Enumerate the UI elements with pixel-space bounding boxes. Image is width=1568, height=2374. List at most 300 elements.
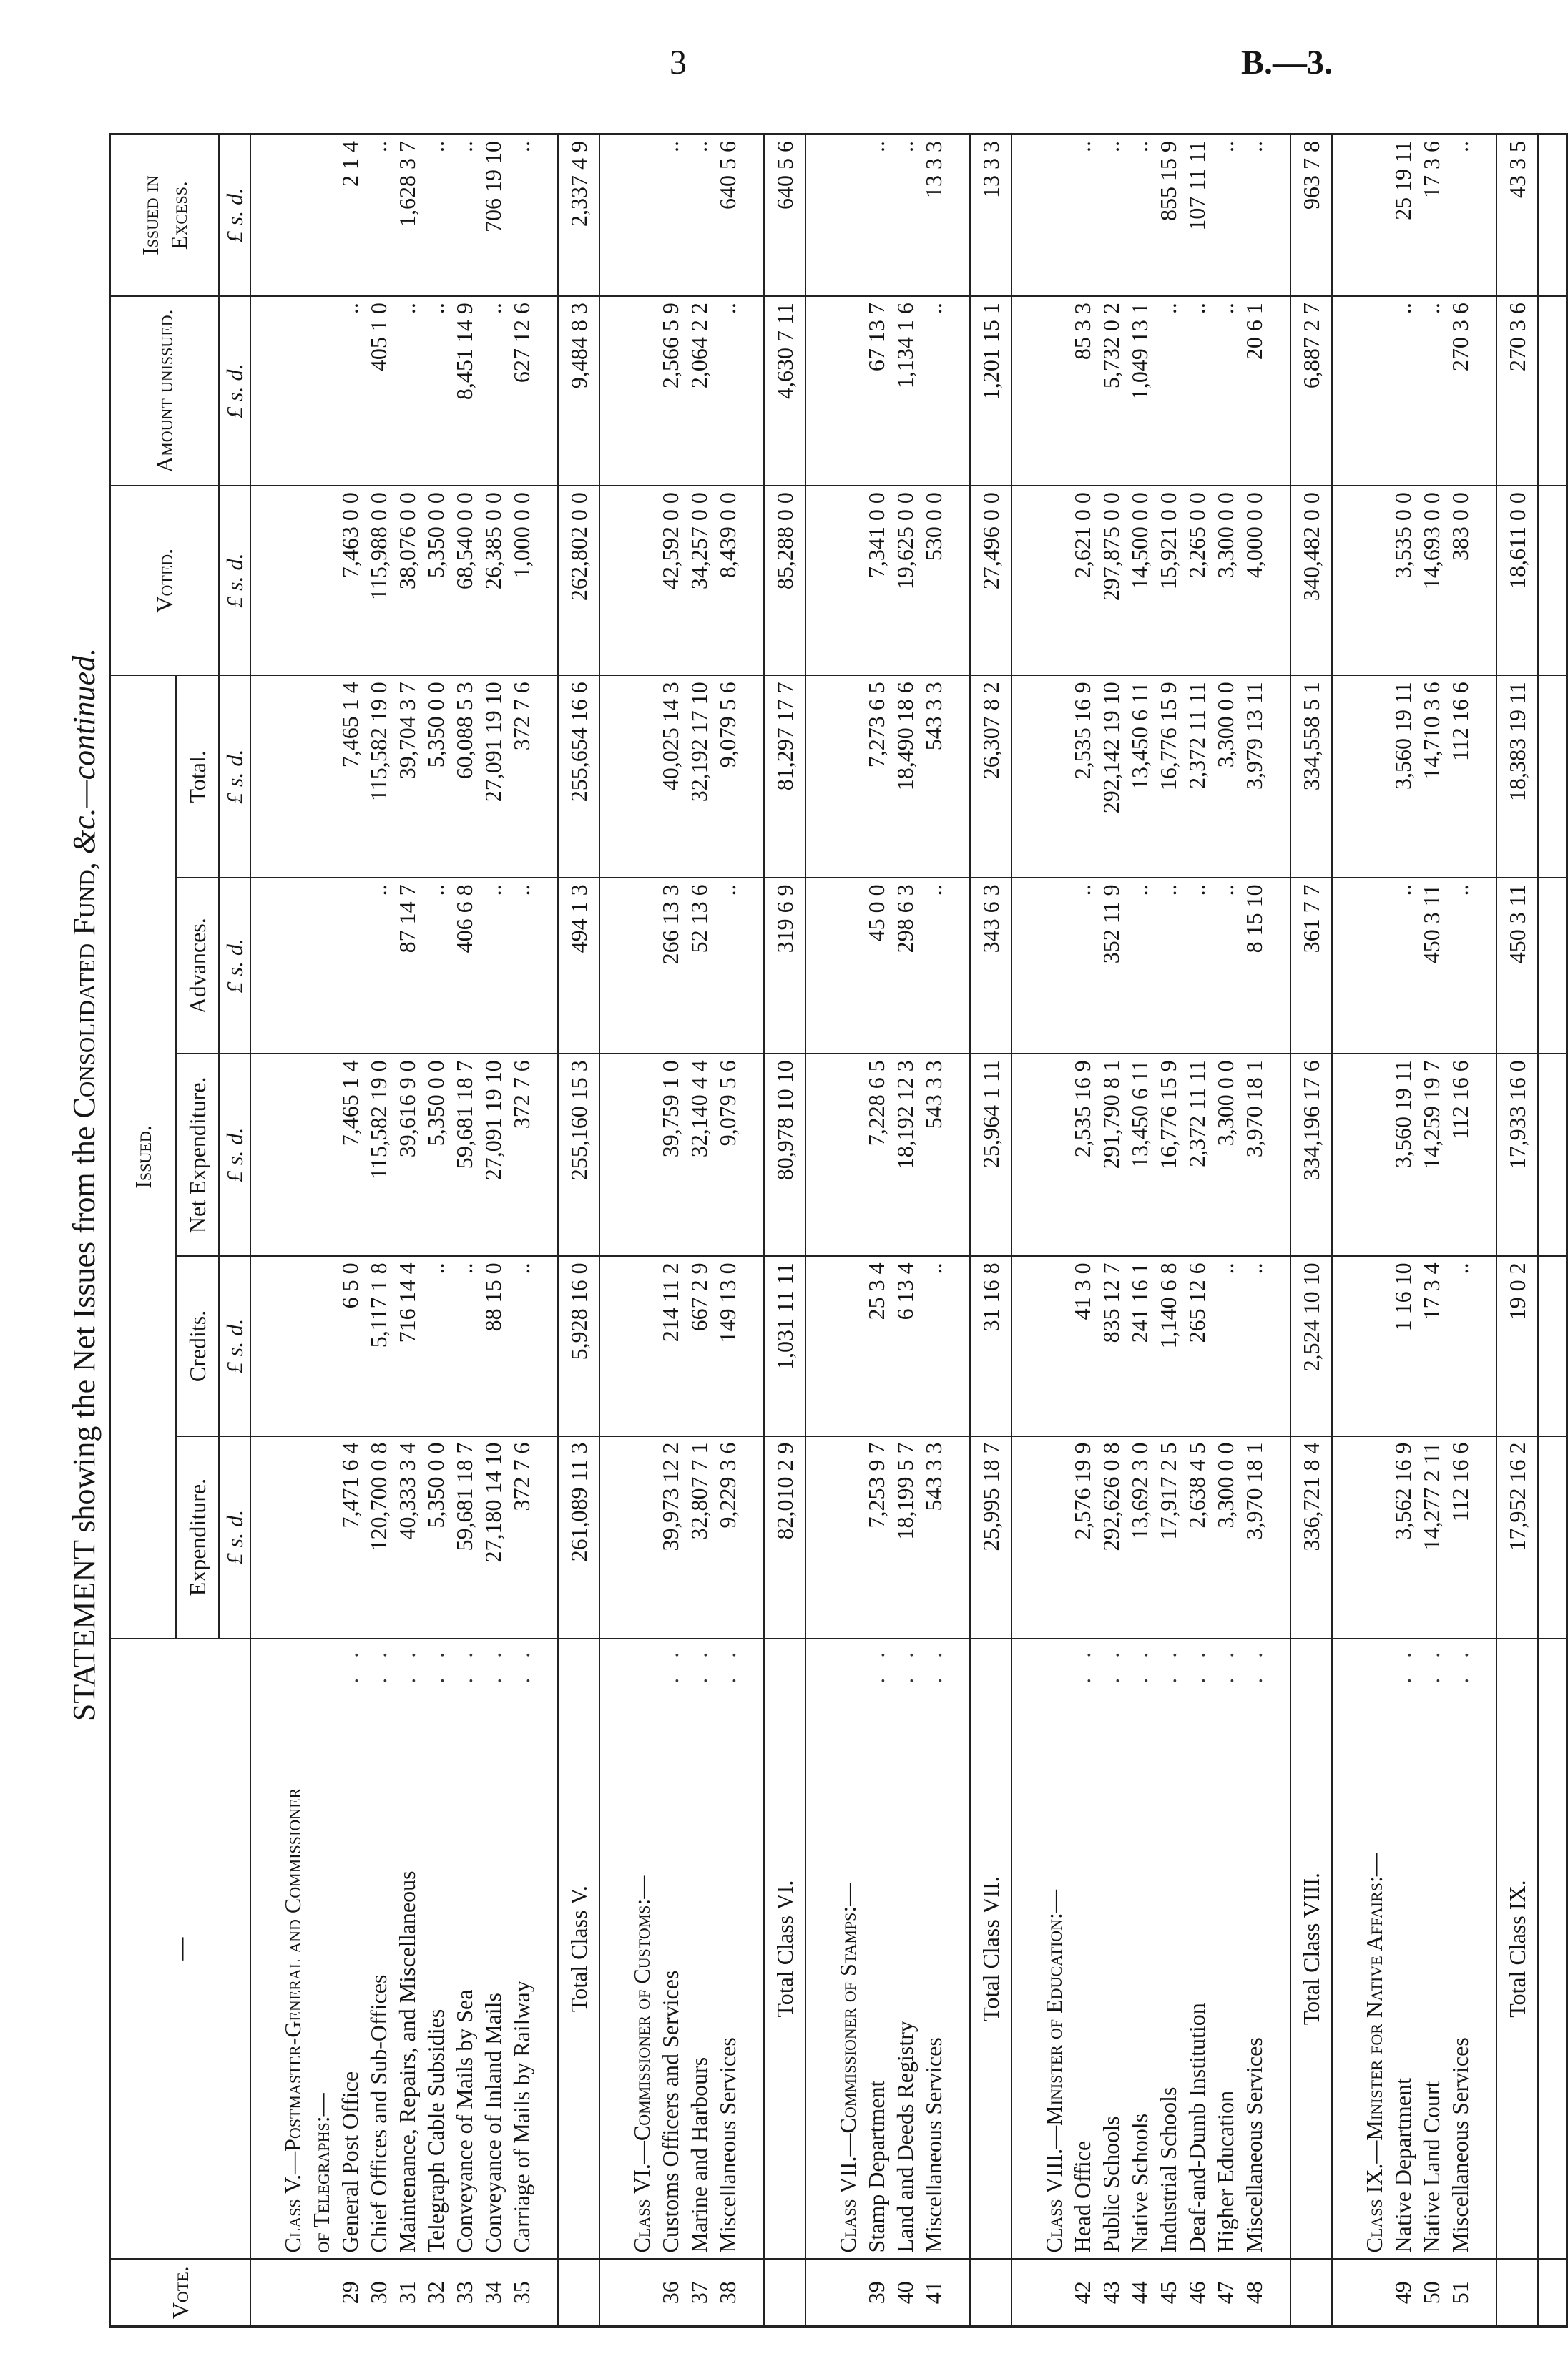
empty-cell bbox=[627, 1256, 656, 1436]
leader-dots: . . bbox=[480, 1644, 506, 1684]
empty-cell bbox=[278, 878, 307, 1054]
spacer-row bbox=[1268, 134, 1290, 2327]
amount-cell-cred: 41 3 0 bbox=[1068, 1256, 1097, 1436]
class-total-row bbox=[1290, 134, 1332, 2327]
spacer-cell bbox=[1332, 2259, 1360, 2326]
spacer-cell bbox=[805, 1054, 833, 1256]
amount-cell-net: 7,228 6 5 bbox=[862, 1054, 891, 1256]
amount-cell-voted: 15,921 0 0 bbox=[1154, 486, 1182, 675]
total-cell-net: 17,933 16 0 bbox=[1496, 1054, 1538, 1256]
empty-cell bbox=[627, 296, 656, 486]
total-cell-adv: 343 6 3 bbox=[970, 878, 1011, 1054]
total-cell-net: 334,196 17 6 bbox=[1290, 1054, 1332, 1256]
amount-cell-net: 112 16 6 bbox=[1446, 1054, 1474, 1256]
spacer-cell bbox=[1011, 486, 1039, 675]
spacer-cell bbox=[1268, 1054, 1290, 1256]
amount-cell-exp: 39,973 12 2 bbox=[656, 1436, 685, 1639]
table-row bbox=[1388, 134, 1417, 2327]
amount-cell-cred: 265 12 6 bbox=[1182, 1256, 1211, 1436]
class-heading-text: Class VIII.—Minister of Education:— bbox=[1041, 1890, 1067, 2253]
total-cell-exp: 17,952 16 2 bbox=[1496, 1436, 1538, 1639]
empty-cell bbox=[627, 1054, 656, 1256]
spacer-cell bbox=[1474, 1054, 1496, 1256]
spacer-cell bbox=[1011, 1639, 1039, 2260]
spacer-cell bbox=[536, 486, 558, 675]
amount-cell-adv: .. bbox=[1182, 878, 1211, 1054]
amount-unissued-column-header: Amount unissued. bbox=[110, 296, 220, 486]
description-text: Native Department bbox=[1390, 2078, 1416, 2253]
spacer-cell bbox=[599, 296, 627, 486]
spacer-cell bbox=[805, 878, 833, 1054]
empty-cell bbox=[833, 675, 862, 878]
total-cell-adv: 494 1 3 bbox=[558, 878, 599, 1054]
amount-cell-voted: 26,385 0 0 bbox=[479, 486, 507, 675]
spacer-cell bbox=[742, 1054, 764, 1256]
amount-cell-exp: 17,917 2 5 bbox=[1154, 1436, 1182, 1639]
amount-cell-net: 2,535 16 9 bbox=[1068, 1054, 1097, 1256]
amount-cell-cred: .. bbox=[919, 1256, 948, 1436]
class-heading bbox=[833, 1639, 862, 2260]
class-heading-text: Class VI.—Commissioner of Customs:— bbox=[629, 1875, 655, 2253]
spacer-cell bbox=[1268, 878, 1290, 1054]
empty-cell bbox=[1360, 486, 1388, 675]
amount-cell-cred: 241 16 1 bbox=[1125, 1256, 1154, 1436]
spacer-row bbox=[948, 134, 970, 2327]
amount-cell-tot: 3,979 13 11 bbox=[1240, 675, 1268, 878]
vote-description bbox=[1417, 1639, 1446, 2260]
spacer-cell bbox=[805, 675, 833, 878]
amount-cell-net: 13,450 6 11 bbox=[1125, 1054, 1154, 1256]
vote-description bbox=[1388, 1639, 1417, 2260]
amount-cell-tot: 18,490 18 6 bbox=[891, 675, 919, 878]
amount-cell-exp: 3,300 0 0 bbox=[1211, 1436, 1240, 1639]
total-cell-exc: 963 7 8 bbox=[1290, 134, 1332, 297]
total-cell-adv: 450 3 11 bbox=[1496, 878, 1538, 1054]
class-total-label: Total Class VI. bbox=[764, 1639, 805, 2260]
amount-cell-tot: 5,350 0 0 bbox=[421, 675, 450, 878]
class-heading bbox=[1039, 1639, 1068, 2260]
amount-cell-unis: .. bbox=[1211, 296, 1240, 486]
amount-cell-cred: 5,117 1 8 bbox=[364, 1256, 393, 1436]
description-text: Miscellaneous Services bbox=[921, 2037, 946, 2253]
leader-dots: . . bbox=[1447, 1644, 1473, 1684]
amount-cell-cred: 6 13 4 bbox=[891, 1256, 919, 1436]
vote-cell bbox=[1496, 2259, 1538, 2326]
empty-cell bbox=[1039, 486, 1068, 675]
vote-number: 50 bbox=[1417, 2259, 1446, 2326]
amount-cell-tot: 292,142 19 10 bbox=[1097, 675, 1125, 878]
amount-cell-tot: 27,091 19 10 bbox=[479, 675, 507, 878]
amount-cell-exc: 17 3 6 bbox=[1417, 134, 1446, 297]
class-total-row bbox=[764, 134, 805, 2327]
spacer-cell bbox=[742, 878, 764, 1054]
description-text: Industrial Schools bbox=[1155, 2086, 1181, 2253]
leader-dots: . . bbox=[366, 1644, 391, 1684]
amount-cell-adv: .. bbox=[713, 878, 742, 1054]
total-cell-adv: 361 7 7 bbox=[1290, 878, 1332, 1054]
amount-cell-adv: .. bbox=[421, 878, 450, 1054]
credits-column-header: Credits. bbox=[176, 1256, 219, 1436]
table-row bbox=[1097, 134, 1125, 2327]
amount-cell-net: 27,091 19 10 bbox=[479, 1054, 507, 1256]
amount-cell-unis: 627 12 6 bbox=[507, 296, 536, 486]
unit-header: £ s. d. bbox=[219, 1436, 250, 1639]
amount-cell-adv bbox=[335, 878, 364, 1054]
amount-cell-exc: 640 5 6 bbox=[713, 134, 742, 297]
total-cell-exp: 336,721 8 4 bbox=[1290, 1436, 1332, 1639]
vote-number: 34 bbox=[479, 2259, 507, 2326]
spacer-row bbox=[742, 134, 764, 2327]
spacer-cell bbox=[599, 1639, 627, 2260]
class-heading bbox=[307, 1639, 335, 2260]
unit-header: £ s. d. bbox=[219, 878, 250, 1054]
description-text: Customs Officers and Services bbox=[657, 1970, 683, 2253]
vote-number: 29 bbox=[335, 2259, 364, 2326]
table-row bbox=[1068, 134, 1097, 2327]
empty-cell bbox=[307, 1256, 335, 1436]
class-heading-row bbox=[833, 134, 862, 2327]
spacer-cell bbox=[805, 1639, 833, 2260]
spacer-cell bbox=[1268, 1256, 1290, 1436]
total-cell-tot: 255,654 16 6 bbox=[558, 675, 599, 878]
spacer-row bbox=[1332, 134, 1360, 2327]
amount-cell-voted: 7,341 0 0 bbox=[862, 486, 891, 675]
amount-cell-tot: 543 3 3 bbox=[919, 675, 948, 878]
total-cell-exp: 25,995 18 7 bbox=[970, 1436, 1011, 1639]
vote-description bbox=[1182, 1639, 1211, 2260]
amount-cell-exp: 120,700 0 8 bbox=[364, 1436, 393, 1639]
class-heading-row bbox=[1039, 134, 1068, 2327]
spacer-cell bbox=[805, 2259, 833, 2326]
description-text: Conveyance of Mails by Sea bbox=[451, 1989, 477, 2253]
amount-cell-exp: 9,229 3 6 bbox=[713, 1436, 742, 1639]
amount-cell-exc: .. bbox=[421, 134, 450, 297]
leader-dots: . . bbox=[509, 1644, 534, 1684]
empty-cell bbox=[1039, 675, 1068, 878]
amount-cell-adv: .. bbox=[1068, 878, 1097, 1054]
amount-cell-unis: 1,134 1 6 bbox=[891, 296, 919, 486]
amount-cell-cred: .. bbox=[450, 1256, 479, 1436]
amount-cell-exc: .. bbox=[1068, 134, 1097, 297]
amount-cell-exc: .. bbox=[1211, 134, 1240, 297]
class-heading-text: Class V.—Postmaster-General and Commissioner bbox=[280, 1787, 305, 2253]
amount-cell-cred: .. bbox=[1446, 1256, 1474, 1436]
title-suffix: , &c.—continued. bbox=[67, 647, 102, 870]
amount-cell-unis: .. bbox=[1388, 296, 1417, 486]
empty-cell bbox=[1039, 1256, 1068, 1436]
vote-cell bbox=[833, 2259, 862, 2326]
amount-cell-voted: 68,540 0 0 bbox=[450, 486, 479, 675]
vote-description bbox=[1154, 1639, 1182, 2260]
leader-dots: . . bbox=[892, 1644, 918, 1684]
total-cell-exc: 2,337 4 9 bbox=[558, 134, 599, 297]
spacer-cell bbox=[536, 675, 558, 878]
leader-dots: . . bbox=[451, 1644, 477, 1684]
empty-cell bbox=[1360, 878, 1388, 1054]
advances-column-header: Advances. bbox=[176, 878, 219, 1054]
empty-cell bbox=[627, 134, 656, 297]
empty-cell bbox=[627, 675, 656, 878]
amount-cell-exp: 5,350 0 0 bbox=[421, 1436, 450, 1639]
document-reference: B.—3. bbox=[1240, 44, 1333, 82]
class-heading bbox=[627, 1639, 656, 2260]
spacer-cell bbox=[1332, 1436, 1360, 1639]
empty-cell bbox=[833, 296, 862, 486]
spacer-row bbox=[1474, 134, 1496, 2327]
description-text: Miscellaneous Services bbox=[715, 2037, 740, 2253]
spacer-cell bbox=[1332, 1639, 1360, 2260]
amount-cell-voted: 5,350 0 0 bbox=[421, 486, 450, 675]
amount-cell-cred: 17 3 4 bbox=[1417, 1256, 1446, 1436]
amount-cell-tot: 9,079 5 6 bbox=[713, 675, 742, 878]
class-total-row bbox=[558, 134, 599, 2327]
leader-dots: . . bbox=[1098, 1644, 1124, 1684]
spacer-cell bbox=[1011, 1256, 1039, 1436]
vote-description bbox=[1125, 1639, 1154, 2260]
vote-number: 37 bbox=[685, 2259, 713, 2326]
amount-cell-exp: 2,576 19 9 bbox=[1068, 1436, 1097, 1639]
spacer-cell bbox=[1332, 134, 1360, 297]
vote-cell bbox=[764, 2259, 805, 2326]
spacer-cell bbox=[1474, 878, 1496, 1054]
empty-cell bbox=[278, 1256, 307, 1436]
total-cell-voted: 85,288 0 0 bbox=[764, 486, 805, 675]
empty-cell bbox=[307, 675, 335, 878]
class-heading-row bbox=[278, 134, 307, 2327]
amount-cell-tot: 14,710 3 6 bbox=[1417, 675, 1446, 878]
amount-cell-unis: .. bbox=[713, 296, 742, 486]
leader-dots: . . bbox=[1184, 1644, 1210, 1684]
spacer-cell bbox=[1538, 134, 1567, 297]
description-text: Miscellaneous Services bbox=[1447, 2037, 1473, 2253]
empty-cell bbox=[1039, 134, 1068, 297]
amount-cell-tot: 39,704 3 7 bbox=[393, 675, 421, 878]
total-cell-cred: 5,928 16 0 bbox=[558, 1256, 599, 1436]
amount-cell-cred: 835 12 7 bbox=[1097, 1256, 1125, 1436]
empty-cell bbox=[307, 1054, 335, 1256]
amount-cell-unis: 270 3 6 bbox=[1446, 296, 1474, 486]
leader-dots: . . bbox=[1069, 1644, 1095, 1684]
description-text: Native Schools bbox=[1127, 2113, 1152, 2253]
class-heading-text: Class IX.—Minister for Native Affairs:— bbox=[1361, 1853, 1387, 2253]
spacer-cell bbox=[1011, 134, 1039, 297]
description-text: General Post Office bbox=[337, 2071, 363, 2253]
table-row bbox=[507, 134, 536, 2327]
amount-cell-tot: 7,465 1 4 bbox=[335, 675, 364, 878]
spacer-cell bbox=[599, 1054, 627, 1256]
vote-number: 38 bbox=[713, 2259, 742, 2326]
vote-description bbox=[421, 1639, 450, 2260]
spacer-cell bbox=[599, 675, 627, 878]
amount-cell-exc: 2 1 4 bbox=[335, 134, 364, 297]
leader-dots: . . bbox=[921, 1644, 946, 1684]
amount-cell-exp: 32,807 7 1 bbox=[685, 1436, 713, 1639]
spacer-cell bbox=[1011, 1054, 1039, 1256]
amount-cell-tot: 40,025 14 3 bbox=[656, 675, 685, 878]
voted-column-header: Voted. bbox=[110, 486, 220, 675]
amount-cell-adv: .. bbox=[507, 878, 536, 1054]
amount-cell-net: 543 3 3 bbox=[919, 1054, 948, 1256]
spacer-cell bbox=[742, 296, 764, 486]
spacer-cell bbox=[536, 2259, 558, 2326]
spacer-cell bbox=[1268, 2259, 1290, 2326]
table-row bbox=[656, 134, 685, 2327]
spacer-cell bbox=[1538, 675, 1567, 878]
net-expenditure-column-header: Net Expenditure. bbox=[176, 1054, 219, 1256]
total-cell-cred: 1,031 11 11 bbox=[764, 1256, 805, 1436]
amount-cell-unis: .. bbox=[479, 296, 507, 486]
unit-header: £ s. d. bbox=[219, 134, 250, 297]
amount-cell-exp: 14,277 2 11 bbox=[1417, 1436, 1446, 1639]
total-cell-unis: 6,887 2 7 bbox=[1290, 296, 1332, 486]
description-text: Telegraph Cable Subsidies bbox=[423, 2008, 449, 2253]
amount-cell-cred: 1 16 10 bbox=[1388, 1256, 1417, 1436]
class-total-label: Total Class VIII. bbox=[1290, 1639, 1332, 2260]
vote-number: 49 bbox=[1388, 2259, 1417, 2326]
spacer-cell bbox=[1538, 2259, 1567, 2326]
total-cell-unis: 4,630 7 11 bbox=[764, 296, 805, 486]
amount-cell-adv: .. bbox=[1446, 878, 1474, 1054]
amount-cell-exp: 18,199 5 7 bbox=[891, 1436, 919, 1639]
spacer-row bbox=[250, 134, 278, 2327]
table-row bbox=[364, 134, 393, 2327]
spacer-cell bbox=[1011, 2259, 1039, 2326]
amount-cell-adv: 406 6 8 bbox=[450, 878, 479, 1054]
vote-number: 51 bbox=[1446, 2259, 1474, 2326]
spacer-cell bbox=[948, 2259, 970, 2326]
spacer-cell bbox=[1332, 1054, 1360, 1256]
description-text: Native Land Court bbox=[1418, 2081, 1444, 2253]
amount-cell-exp: 27,180 14 10 bbox=[479, 1436, 507, 1639]
vote-description bbox=[1446, 1639, 1474, 2260]
issued-in-excess-column-header: Issued in Excess. bbox=[110, 134, 220, 297]
amount-cell-net: 9,079 5 6 bbox=[713, 1054, 742, 1256]
spacer-cell bbox=[599, 134, 627, 297]
spacer-row bbox=[1538, 134, 1567, 2327]
amount-cell-exc: .. bbox=[685, 134, 713, 297]
vote-number: 30 bbox=[364, 2259, 393, 2326]
description-text: Marine and Harbours bbox=[686, 2056, 712, 2253]
spacer-cell bbox=[1332, 296, 1360, 486]
spacer-cell bbox=[1268, 486, 1290, 675]
spacer-cell bbox=[948, 1436, 970, 1639]
total-cell-voted: 340,482 0 0 bbox=[1290, 486, 1332, 675]
total-cell-net: 255,160 15 3 bbox=[558, 1054, 599, 1256]
amount-cell-tot: 60,088 5 3 bbox=[450, 675, 479, 878]
amount-cell-voted: 8,439 0 0 bbox=[713, 486, 742, 675]
amount-cell-adv: 352 11 9 bbox=[1097, 878, 1125, 1054]
amount-cell-net: 3,970 18 1 bbox=[1240, 1054, 1268, 1256]
amount-cell-exc: .. bbox=[1240, 134, 1268, 297]
spacer-cell bbox=[1011, 296, 1039, 486]
vote-description bbox=[1240, 1639, 1268, 2260]
amount-cell-cred: 25 3 4 bbox=[862, 1256, 891, 1436]
amount-cell-tot: 3,300 0 0 bbox=[1211, 675, 1240, 878]
amount-cell-voted: 4,000 0 0 bbox=[1240, 486, 1268, 675]
vote-cell bbox=[1290, 2259, 1332, 2326]
table-row bbox=[479, 134, 507, 2327]
spacer-cell bbox=[1011, 675, 1039, 878]
vote-description bbox=[364, 1639, 393, 2260]
spacer-cell bbox=[250, 486, 278, 675]
spacer-cell bbox=[250, 675, 278, 878]
statement-table-frame bbox=[109, 133, 1530, 2328]
spacer-cell bbox=[1474, 1639, 1496, 2260]
amount-cell-exc: .. bbox=[862, 134, 891, 297]
description-text: Higher Education bbox=[1212, 2090, 1238, 2253]
empty-cell bbox=[833, 134, 862, 297]
leader-dots: . . bbox=[686, 1644, 712, 1684]
spacer-cell bbox=[948, 1256, 970, 1436]
spacer-cell bbox=[1268, 1436, 1290, 1639]
total-cell-exc: 43 3 5 bbox=[1496, 134, 1538, 297]
class-total-label: Total Class V. bbox=[558, 1639, 599, 2260]
amount-cell-exc: .. bbox=[1446, 134, 1474, 297]
vote-description bbox=[450, 1639, 479, 2260]
spacer-cell bbox=[599, 878, 627, 1054]
total-column-header: Total. bbox=[176, 675, 219, 878]
spacer-cell bbox=[948, 878, 970, 1054]
empty-cell bbox=[278, 486, 307, 675]
vote-number: 45 bbox=[1154, 2259, 1182, 2326]
total-cell-voted: 262,802 0 0 bbox=[558, 486, 599, 675]
spacer-cell bbox=[742, 2259, 764, 2326]
spacer-cell bbox=[1538, 1639, 1567, 2260]
class-total-row bbox=[970, 134, 1011, 2327]
vote-description bbox=[713, 1639, 742, 2260]
vote-cell bbox=[278, 2259, 307, 2326]
spacer-cell bbox=[1538, 1436, 1567, 1639]
amount-cell-tot: 7,273 6 5 bbox=[862, 675, 891, 878]
spacer-cell bbox=[1268, 1639, 1290, 2260]
spacer-cell bbox=[1538, 878, 1567, 1054]
amount-cell-adv: 266 13 3 bbox=[656, 878, 685, 1054]
amount-cell-tot: 115,582 19 0 bbox=[364, 675, 393, 878]
unit-header: £ s. d. bbox=[219, 486, 250, 675]
table-row bbox=[685, 134, 713, 2327]
class-heading-row bbox=[307, 134, 335, 2327]
class-heading-text: of Telegraphs:— bbox=[308, 2093, 334, 2253]
description-text: Carriage of Mails by Railway bbox=[509, 1981, 534, 2253]
total-cell-exp: 261,089 11 3 bbox=[558, 1436, 599, 1639]
class-heading bbox=[1360, 1639, 1388, 2260]
empty-cell bbox=[1039, 1054, 1068, 1256]
spacer-row bbox=[536, 134, 558, 2327]
amount-cell-cred: .. bbox=[421, 1256, 450, 1436]
leader-dots: . . bbox=[1418, 1644, 1444, 1684]
amount-cell-voted: 2,265 0 0 bbox=[1182, 486, 1211, 675]
vote-description bbox=[393, 1639, 421, 2260]
table-row bbox=[1417, 134, 1446, 2327]
total-cell-unis: 270 3 6 bbox=[1496, 296, 1538, 486]
amount-cell-exp: 112 16 6 bbox=[1446, 1436, 1474, 1639]
statement-title bbox=[59, 183, 110, 2186]
amount-cell-exc: .. bbox=[364, 134, 393, 297]
amount-cell-voted: 2,621 0 0 bbox=[1068, 486, 1097, 675]
spacer-cell bbox=[742, 1436, 764, 1639]
amount-cell-cred: 1,140 6 8 bbox=[1154, 1256, 1182, 1436]
spacer-cell bbox=[1474, 134, 1496, 297]
vote-cell bbox=[1039, 2259, 1068, 2326]
amount-cell-net: 2,372 11 11 bbox=[1182, 1054, 1211, 1256]
table-row bbox=[862, 134, 891, 2327]
amount-cell-unis: .. bbox=[1154, 296, 1182, 486]
vote-number: 35 bbox=[507, 2259, 536, 2326]
spacer-cell bbox=[599, 2259, 627, 2326]
spacer-cell bbox=[1474, 675, 1496, 878]
empty-cell bbox=[1039, 1436, 1068, 1639]
amount-cell-net: 16,776 15 9 bbox=[1154, 1054, 1182, 1256]
